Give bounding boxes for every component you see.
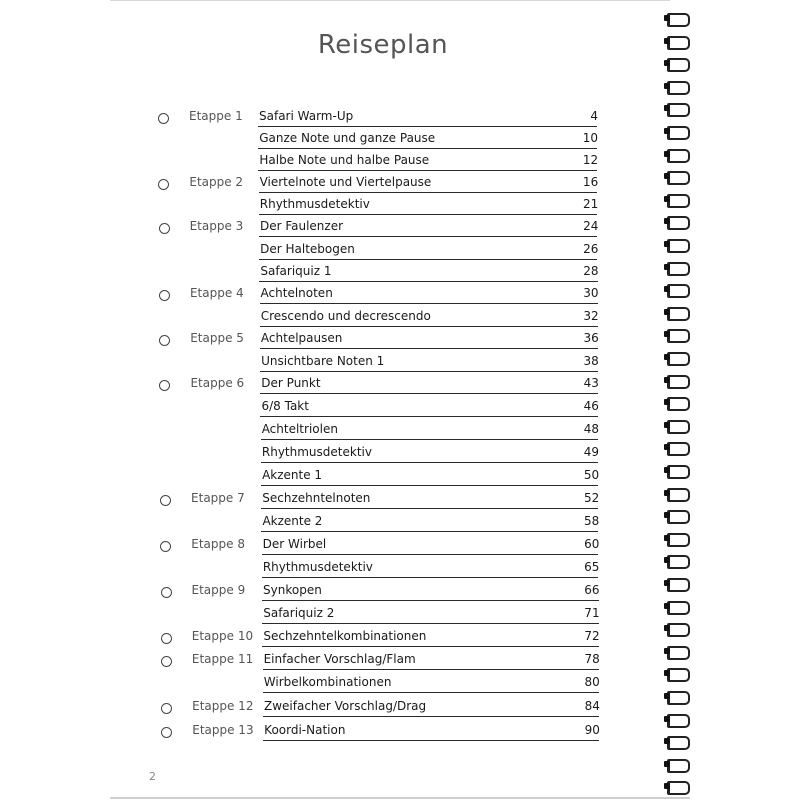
page-reference: 36 — [583, 331, 599, 345]
toc-row — [0, 217, 640, 239]
spiral-coil-icon — [664, 328, 690, 340]
toc-row — [0, 173, 640, 195]
toc-row — [0, 443, 640, 465]
toc-row — [0, 374, 640, 396]
spiral-coil-icon — [664, 374, 690, 386]
spiral-coil-icon — [664, 238, 690, 250]
topic-title: Sechzehntelnoten — [262, 491, 371, 505]
spiral-coil-icon — [664, 102, 690, 114]
wire-loop — [667, 691, 690, 705]
page-reference: 30 — [583, 286, 599, 300]
spiral-coil-icon — [664, 600, 690, 612]
wire-loop — [667, 262, 690, 276]
toc-row — [0, 129, 640, 151]
topic-title: Der Wirbel — [262, 537, 327, 551]
spiral-coil-icon — [664, 261, 690, 273]
toc-row — [0, 195, 640, 217]
topic-title: Koordi-Nation — [264, 723, 346, 737]
spiral-coil-icon — [664, 735, 690, 747]
spiral-coil-icon — [664, 577, 690, 589]
wire-loop — [667, 420, 690, 434]
spiral-coil-icon — [664, 80, 690, 92]
topic-title: Synkopen — [263, 583, 322, 597]
punch-hole — [664, 399, 670, 405]
topic-title: Viertelnote und Viertelpause — [259, 175, 432, 189]
punch-hole — [664, 580, 670, 586]
checkbox-circle-icon — [161, 633, 172, 644]
wire-loop — [667, 714, 690, 728]
page-reference: 4 — [590, 109, 598, 123]
page-reference: 60 — [584, 537, 600, 551]
toc-row — [0, 352, 640, 374]
punch-hole — [664, 105, 670, 111]
page-reference: 43 — [583, 376, 599, 390]
underline-rule — [260, 326, 598, 327]
toc-row — [0, 627, 640, 649]
spiral-coil-icon — [664, 419, 690, 431]
checkbox-circle-icon — [161, 703, 172, 714]
underline-rule — [259, 236, 597, 237]
underline-rule — [259, 281, 597, 282]
wire-loop — [667, 58, 690, 72]
wire-loop — [667, 533, 690, 547]
wire-loop — [667, 375, 690, 389]
checkbox-circle-icon — [158, 113, 169, 124]
toc-row — [0, 107, 640, 129]
topic-title: Achtelnoten — [260, 286, 333, 300]
underline-rule — [261, 531, 598, 532]
toc-row — [0, 240, 640, 262]
topic-title: Sechzehntelkombinationen — [263, 629, 427, 643]
toc-row — [0, 535, 640, 557]
stage-label: Etappe 9 — [191, 583, 246, 597]
stage-label: Etappe 6 — [190, 376, 245, 390]
stage-label: Etappe 4 — [189, 286, 244, 300]
page-reference: 46 — [583, 399, 599, 413]
punch-hole — [664, 670, 670, 676]
punch-hole — [664, 264, 670, 270]
punch-hole — [664, 716, 670, 722]
checkbox-circle-icon — [160, 495, 171, 506]
wire-loop — [667, 736, 690, 750]
page-reference: 10 — [582, 131, 599, 145]
underline-rule — [260, 371, 598, 372]
wire-loop — [667, 103, 690, 117]
punch-hole — [664, 738, 670, 744]
underline-rule — [261, 462, 598, 463]
underline-rule — [261, 508, 598, 509]
toc-row — [0, 466, 640, 488]
page-reference: 84 — [584, 699, 600, 713]
spiral-coil-icon — [664, 57, 690, 69]
underline-rule — [262, 623, 598, 624]
spiral-coil-icon — [664, 464, 690, 476]
wire-loop — [667, 284, 690, 298]
stage-label: Etappe 10 — [191, 629, 254, 643]
underline-rule — [259, 192, 598, 193]
wire-loop — [667, 216, 690, 230]
topic-title: Achtelpausen — [260, 331, 343, 345]
punch-hole — [664, 422, 670, 428]
wire-loop — [667, 307, 690, 321]
spiral-coil-icon — [664, 148, 690, 160]
wire-loop — [667, 329, 690, 343]
wire-loop — [667, 239, 690, 253]
topic-title: Akzente 1 — [262, 468, 323, 482]
spiral-coil-icon — [664, 12, 690, 24]
punch-hole — [664, 241, 670, 247]
toc-row — [0, 581, 640, 603]
topic-title: Zweifacher Vorschlag/Drag — [263, 699, 427, 713]
punch-hole — [664, 377, 670, 383]
wire-loop — [667, 668, 690, 682]
punch-hole — [664, 467, 670, 473]
punch-hole — [664, 603, 670, 609]
page-reference: 71 — [584, 606, 600, 620]
toc-row — [0, 697, 640, 719]
underline-rule — [262, 646, 598, 647]
topic-title: Rhythmusdetektiv — [259, 197, 370, 211]
wire-loop — [667, 13, 690, 27]
underline-rule — [260, 393, 598, 394]
toc-row — [0, 307, 640, 329]
underline-rule — [260, 348, 598, 349]
page-reference: 24 — [583, 219, 599, 233]
underline-rule — [259, 214, 598, 215]
topic-title: Akzente 2 — [262, 514, 323, 528]
toc-row — [0, 489, 640, 511]
punch-hole — [664, 173, 670, 179]
topic-title: Wirbelkombinationen — [263, 675, 392, 689]
page-reference: 90 — [584, 723, 600, 737]
spiral-coil-icon — [664, 690, 690, 702]
wire-loop — [667, 442, 690, 456]
checkbox-circle-icon — [159, 223, 170, 234]
spiral-coil-icon — [664, 441, 690, 453]
stage-label: Etappe 7 — [191, 491, 245, 505]
wire-loop — [667, 759, 690, 773]
spiral-coil-icon — [664, 125, 690, 137]
wire-loop — [667, 36, 690, 50]
topic-title: Achteltriolen — [261, 422, 338, 436]
stage-label: Etappe 13 — [192, 723, 254, 737]
toc-row — [0, 604, 640, 626]
punch-hole — [664, 15, 670, 21]
spiral-coil-icon — [664, 487, 690, 499]
underline-rule — [263, 669, 599, 670]
stage-label: Etappe 5 — [190, 331, 244, 345]
checkbox-circle-icon — [160, 541, 171, 552]
topic-title: Safari Warm-Up — [259, 109, 354, 123]
punch-hole — [664, 761, 670, 767]
stage-label: Etappe 8 — [191, 537, 245, 551]
topic-title: Rhythmusdetektiv — [262, 560, 373, 574]
spiral-coil-icon — [664, 306, 690, 318]
stage-label: Etappe 1 — [189, 109, 243, 123]
topic-title: Halbe Note und halbe Pause — [259, 153, 430, 167]
toc-row — [0, 650, 640, 672]
page-reference: 66 — [584, 583, 600, 597]
toc-row — [0, 512, 640, 534]
wire-loop — [667, 81, 690, 95]
punch-hole — [664, 196, 670, 202]
topic-title: Einfacher Vorschlag/Flam — [263, 652, 416, 666]
wire-loop — [667, 601, 690, 615]
underline-rule — [263, 692, 599, 693]
punch-hole — [664, 648, 670, 654]
wire-loop — [667, 781, 690, 795]
topic-title: Crescendo und decrescendo — [260, 309, 431, 323]
punch-hole — [664, 693, 670, 699]
page-reference: 38 — [583, 354, 599, 368]
toc-row — [0, 721, 640, 743]
underline-rule — [258, 148, 597, 149]
toc-row — [0, 673, 640, 695]
underline-rule — [260, 303, 598, 304]
toc-row — [0, 558, 640, 580]
checkbox-circle-icon — [158, 179, 169, 190]
underline-rule — [258, 170, 597, 171]
wire-loop — [667, 126, 690, 140]
spiral-coil-icon — [664, 215, 690, 227]
wire-loop — [667, 510, 690, 524]
punch-hole — [664, 535, 670, 541]
wire-loop — [667, 149, 690, 163]
spiral-coil-icon — [664, 554, 690, 566]
spiral-coil-icon — [664, 645, 690, 657]
punch-hole — [664, 128, 670, 134]
wire-loop — [667, 352, 690, 366]
punch-hole — [664, 512, 670, 518]
punch-hole — [664, 354, 670, 360]
page-reference: 50 — [583, 468, 600, 482]
punch-hole — [664, 286, 670, 292]
toc-row — [0, 262, 640, 284]
underline-rule — [259, 259, 597, 260]
underline-rule — [263, 716, 599, 717]
stage-label: Etappe 2 — [189, 175, 244, 189]
page-reference: 80 — [584, 675, 600, 689]
toc-row — [0, 284, 640, 306]
underline-rule — [262, 577, 599, 578]
toc-row — [0, 151, 640, 173]
topic-title: Safariquiz 1 — [260, 264, 332, 278]
page-reference: 32 — [583, 309, 599, 323]
wire-loop — [667, 194, 690, 208]
punch-hole — [664, 151, 670, 157]
page-top-edge — [110, 0, 670, 1]
page-title: Reiseplan — [317, 30, 449, 60]
checkbox-circle-icon — [161, 727, 172, 738]
topic-title: Unsichtbare Noten 1 — [261, 354, 385, 368]
checkbox-circle-icon — [161, 587, 172, 598]
underline-rule — [261, 485, 598, 486]
toc-row — [0, 420, 640, 442]
punch-hole — [664, 490, 670, 496]
punch-hole — [664, 625, 670, 631]
topic-title: Der Faulenzer — [259, 219, 344, 233]
punch-hole — [664, 783, 670, 789]
spiral-coil-icon — [664, 622, 690, 634]
page-reference: 72 — [584, 629, 600, 643]
page-reference: 21 — [583, 197, 599, 211]
wire-loop — [667, 465, 690, 479]
wire-loop — [667, 623, 690, 637]
page-reference: 78 — [584, 652, 600, 666]
wire-loop — [667, 578, 690, 592]
page-reference: 52 — [583, 491, 600, 505]
punch-hole — [664, 38, 670, 44]
punch-hole — [664, 218, 670, 224]
wire-loop — [667, 555, 690, 569]
spiral-coil-icon — [664, 667, 690, 679]
punch-hole — [664, 557, 670, 563]
topic-title: Der Haltebogen — [260, 242, 355, 256]
wire-loop — [667, 397, 690, 411]
spiral-coil-icon — [664, 758, 690, 770]
page-reference: 16 — [582, 175, 599, 189]
punch-hole — [664, 83, 670, 89]
wire-loop — [667, 488, 690, 502]
checkbox-circle-icon — [159, 380, 170, 391]
page-reference: 49 — [583, 445, 600, 459]
underline-rule — [261, 439, 598, 440]
checkbox-circle-icon — [159, 335, 170, 346]
checkbox-circle-icon — [161, 656, 172, 667]
underline-rule — [262, 554, 599, 555]
spiral-coil-icon — [664, 351, 690, 363]
page-reference: 58 — [584, 514, 600, 528]
page-bottom-edge — [110, 797, 690, 799]
page-reference: 26 — [583, 242, 599, 256]
punch-hole — [664, 331, 670, 337]
checkbox-circle-icon — [159, 290, 170, 301]
topic-title: Safariquiz 2 — [263, 606, 335, 620]
spiral-coil-icon — [664, 170, 690, 182]
spiral-coil-icon — [664, 713, 690, 725]
spiral-coil-icon — [664, 193, 690, 205]
underline-rule — [258, 126, 597, 127]
underline-rule — [263, 740, 599, 741]
page-reference: 65 — [584, 560, 600, 574]
topic-title: Der Punkt — [261, 376, 321, 390]
spiral-coil-icon — [664, 283, 690, 295]
stage-label: Etappe 12 — [192, 699, 254, 713]
toc-row — [0, 329, 640, 351]
underline-rule — [260, 416, 597, 417]
spiral-coil-icon — [664, 532, 690, 544]
page-reference: 48 — [583, 422, 600, 436]
page-number: 2 — [149, 770, 156, 783]
topic-title: 6/8 Takt — [261, 399, 309, 413]
page-reference: 12 — [582, 153, 599, 167]
spiral-coil-icon — [664, 396, 690, 408]
punch-hole — [664, 444, 670, 450]
spiral-coil-icon — [664, 35, 690, 47]
spiral-binding — [664, 12, 694, 800]
spiral-coil-icon — [664, 780, 690, 792]
topic-title: Rhythmusdetektiv — [261, 445, 372, 459]
stage-label: Etappe 3 — [189, 219, 244, 233]
wire-loop — [667, 646, 690, 660]
punch-hole — [664, 309, 670, 315]
page-reference: 28 — [583, 264, 599, 278]
topic-title: Ganze Note und ganze Pause — [259, 131, 436, 145]
underline-rule — [262, 600, 598, 601]
toc-row — [0, 397, 640, 419]
spiral-coil-icon — [664, 509, 690, 521]
punch-hole — [664, 60, 670, 66]
stage-label: Etappe 11 — [191, 652, 254, 666]
wire-loop — [667, 171, 690, 185]
